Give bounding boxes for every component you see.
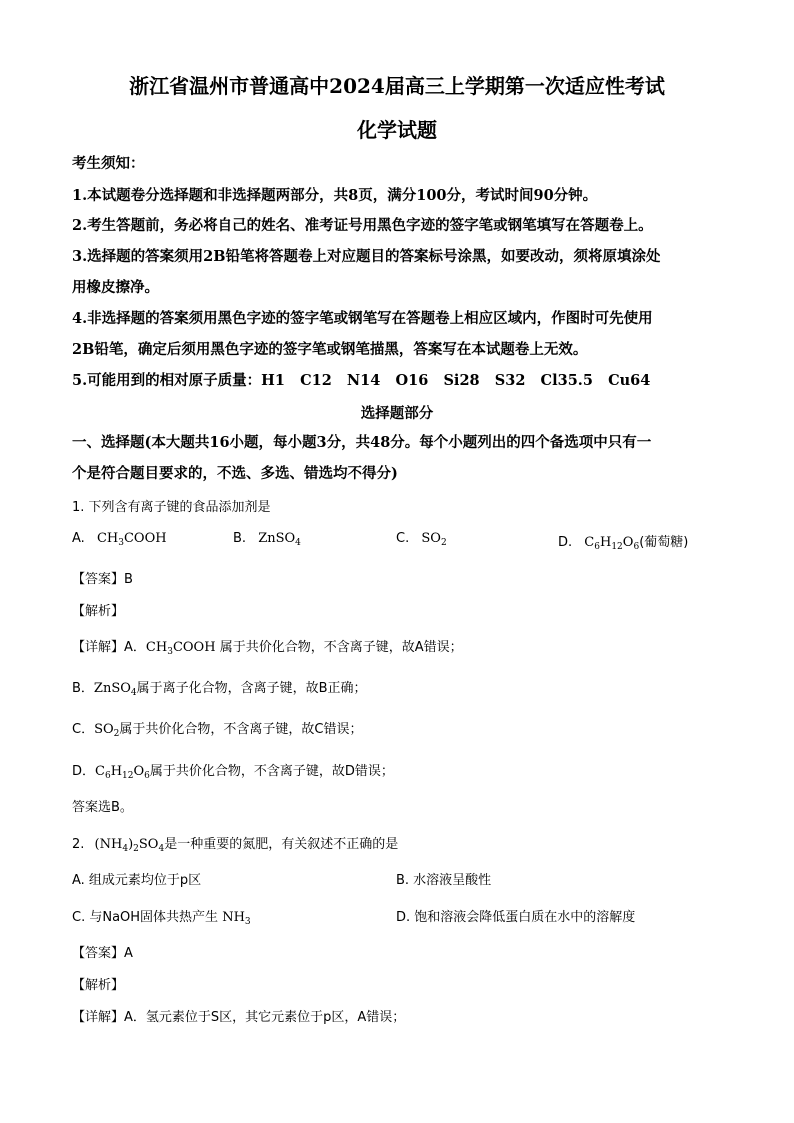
q1-detail-d: D．$C_6H_{12}O_6$属于共价化合物，不含离子键，故D错误； — [72, 764, 394, 781]
notice-item: 2.考生答题前，务必将自己的姓名、准考证号用黑色字迹的签字笔或钢笔填写在答题卷上。 — [72, 217, 653, 234]
page-title: 浙江省温州市普通高中2024届高三上学期第一次适应性考试 — [129, 74, 665, 98]
option-label: B. — [233, 531, 247, 546]
formula-c6h12o6: $C_6H_{12}O_6$ — [584, 535, 640, 552]
q1-detail-c: C．$SO_2$属于共价化合物，不含离子键，故C错误； — [72, 722, 363, 739]
formula-so2: $SO_2$ — [421, 531, 447, 548]
notice-item: 1.本试题卷分选择题和非选择题两部分，共8页，满分100分，考试时间90分钟。 — [72, 187, 598, 204]
answer-label: 【答案】A — [72, 946, 133, 961]
analysis-label: 【解析】 — [72, 604, 125, 619]
formula-nh3: $NH_3$ — [222, 910, 251, 927]
formula-znso4: ZnSO$_4$ — [93, 681, 137, 698]
answer-label: 【答案】B — [72, 572, 133, 587]
section-intro: 一、选择题(本大题共16小题，每小题3分，共48分。每个小题列出的四个备选项中只有一 — [72, 434, 652, 451]
q1-option-a — [72, 531, 167, 546]
option-label: C. — [396, 531, 410, 546]
q1-option-c — [396, 531, 447, 546]
q1-option-d — [558, 531, 688, 550]
q2-detail-a: 【详解】A．氢元素位于S区，其它元素位于p区，A错误； — [72, 1010, 406, 1025]
q1-conclusion: 答案选B。 — [72, 800, 133, 815]
q1-option-b — [233, 531, 301, 546]
q1-detail-b: B．ZnSO$_4$属于离子化合物，含离子键，故B正确； — [72, 681, 367, 698]
formula-c6h12o6: $C_6H_{12}O_6$ — [95, 764, 150, 781]
notice-item: 4.非选择题的答案须用黑色字迹的签字笔或钢笔写在答题卷上相应区域内，作图时可先使用 — [72, 310, 653, 327]
formula-so2: $SO_2$ — [94, 722, 120, 739]
notice-item: 用橡皮擦净。 — [72, 279, 159, 296]
page-subtitle: 化学试题 — [357, 118, 437, 142]
section-title: 选择题部分 — [360, 405, 434, 422]
formula-ch3cooh: $CH_3COOH$ — [145, 640, 216, 657]
option-label: A. — [72, 531, 85, 546]
analysis-label: 【解析】 — [72, 978, 125, 993]
notice-item: 2B铅笔，确定后须用黑色字迹的签字笔或钢笔描黑，答案写在本试题卷上无效。 — [72, 341, 588, 358]
formula-nh4-2so4: $(NH_4)_2SO_4$ — [94, 837, 165, 854]
option-label: D. — [558, 535, 573, 550]
notice-heading: 考生须知： — [72, 155, 145, 172]
q1-detail-a: 【详解】A．$CH_3COOH$ 属于共价化合物，不含离子键，故A错误； — [72, 640, 463, 657]
formula-ch3cooh: $CH_3COOH$ — [96, 531, 167, 548]
q2-option-c: C. 与NaOH固体共热产生 $NH_3$ — [72, 910, 251, 927]
notice-item: 3.选择题的答案须用2B铅笔将答题卷上对应题目的答案标号涂黑，如要改动，须将原填涂处 — [72, 248, 661, 265]
question-1-stem: 1. 下列含有离子键的食品添加剂是 — [72, 500, 271, 515]
q2-option-d: D. 饱和溶液会降低蛋白质在水中的溶解度 — [396, 910, 636, 925]
question-2-stem: 2. $(NH_4)_2SO_4$是一种重要的氮肥，有关叙述不正确的是 — [72, 837, 399, 854]
notice-item: 5.可能用到的相对原子质量：H1 C12 N14 O16 Si28 S32 Cl35.5 Cu64 — [72, 372, 651, 389]
section-intro: 个是符合题目要求的，不选、多选、错选均不得分) — [72, 465, 398, 482]
option-note: (葡萄糖) — [639, 535, 689, 550]
q2-option-a: A. 组成元素均位于p区 — [72, 873, 202, 888]
q2-option-b: B. 水溶液呈酸性 — [396, 873, 492, 888]
formula-znso4: ZnSO$_4$ — [258, 531, 301, 548]
